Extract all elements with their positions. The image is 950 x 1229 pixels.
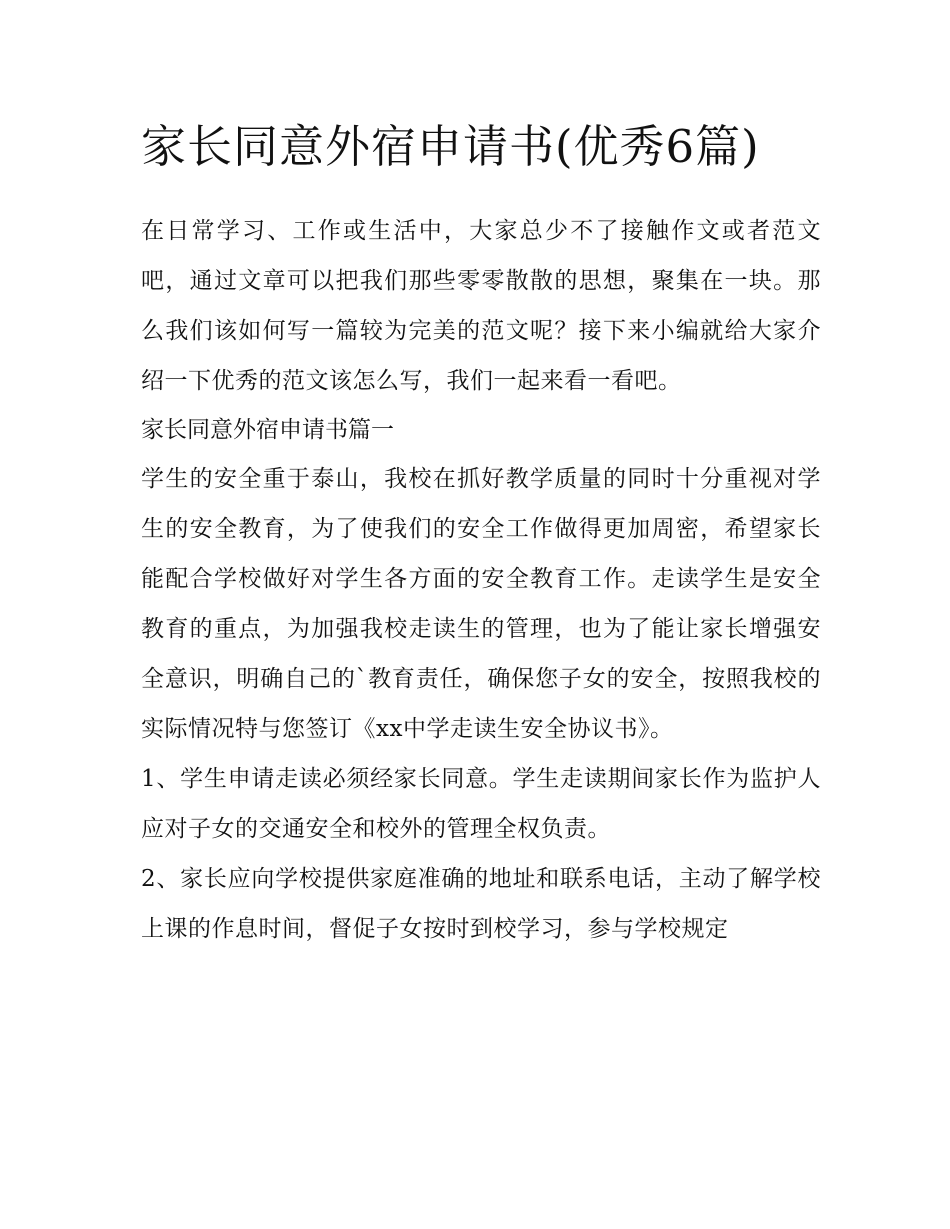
list-item: 2、家长应向学校提供家庭准确的地址和联系电话，主动了解学校上课的作息时间，督促子女按时到校学习，参与学校规定	[141, 866, 821, 942]
document-title: 家长同意外宿申请书(优秀6篇)	[141, 120, 760, 173]
document-body	[141, 112, 821, 954]
intro-paragraph: 在日常学习、工作或生活中，大家总少不了接触作文或者范文吧，通过文章可以把我们那些零零散散的思想，聚集在一块。那么我们该如何写一篇较为完美的范文呢？接下来小编就给大家介绍一下优秀的范文该怎么写，我们一起来看一看吧。	[141, 218, 821, 394]
section-heading: 家长同意外宿申请书篇一	[141, 417, 394, 443]
section-paragraph: 学生的安全重于泰山，我校在抓好教学质量的同时十分重视对学生的安全教育，为了使我们的安全工作做得更加周密，希望家长能配合学校做好对学生各方面的安全教育工作。走读学生是安全教育的重点，为加强我校走读生的管理，也为了能让家长增强安全意识，明确自己的`教育责任，确保您子女的安全，按照我校的实际情况特与您签订《xx中学走读生安全协议书》。	[141, 466, 821, 742]
list-item: 1、学生申请走读必须经家长同意。学生走读期间家长作为监护人应对子女的交通安全和校外的管理全权负责。	[141, 766, 821, 842]
